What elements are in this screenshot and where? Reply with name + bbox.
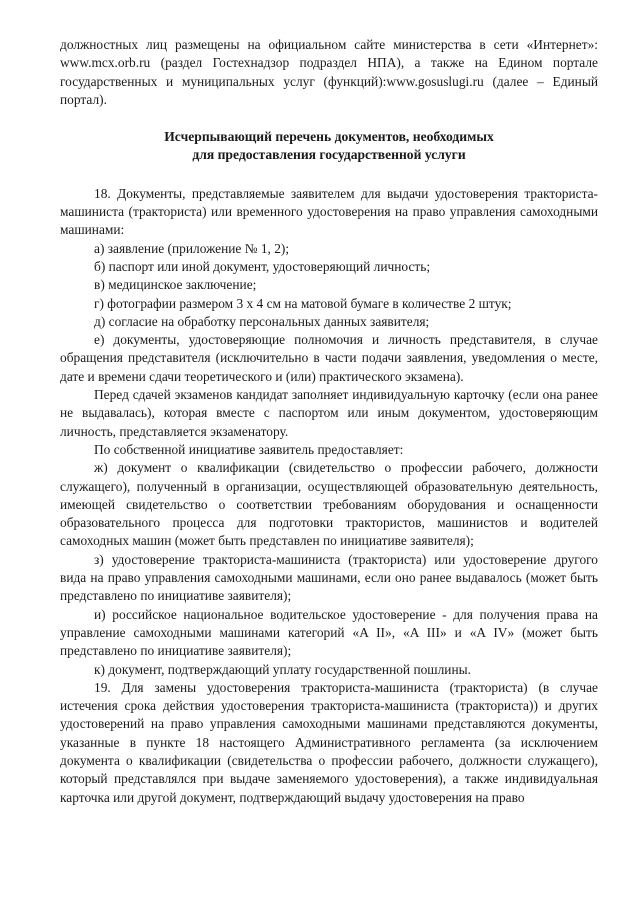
list-item-k: к) документ, подтверждающий уплату государственной пошлины. — [94, 661, 471, 677]
document-page — [60, 36, 598, 807]
list-item-v: в) медицинское заключение; — [94, 277, 257, 293]
list-item-i: и) российское национальное водительское удостоверение - для получения права на управление самоходными машинами категорий «A II», «A III» и «A IV» (может быть представлено по инициативе заявителя); — [60, 606, 598, 659]
list-item-z: з) удостоверение тракториста-машиниста (тракториста) или удостоверение другого вида на право управления самоходными машинами, если оно ранее выдавалось (может быть представлено по инициативе заявителя); — [60, 551, 598, 604]
paragraph-own-initiative: По собственной инициативе заявитель предоставляет: — [94, 441, 404, 457]
paragraph-18: 18. Документы, представляемые заявителем для выдачи удостоверения тракториста-машиниста (тракториста) или временного удостоверения на право управления самоходными машинами: — [60, 185, 598, 238]
list-item-b: б) паспорт или иной документ, удостоверяющий личность; — [94, 258, 431, 274]
list-item-g: г) фотографии размером 3 х 4 см на матовой бумаге в количестве 2 штук; — [94, 295, 512, 311]
list-item-zh: ж) документ о квалификации (свидетельство о профессии рабочего, должности служащего), полученный в организации, осуществляющей образовательную деятельность, имеющей свидетельство о соответствии требованиям оборудования и оснащенности образовательного процесса для подготовки трактористов, машинистов и водителей самоходных машин (может быть представлен по инициативе заявителя); — [60, 460, 598, 549]
intro-paragraph: должностных лиц размещены на официальном сайте министерства в сети «Интернет»: www.mcx.orb.ru (раздел Гостехнадзор подраздел НПА), а также на Едином портале государственных и муниципальных услуг (функций):www.gosuslugi.ru (далее – Единый портал). — [60, 37, 598, 107]
section-heading-line-2: для предоставления государственной услуги — [192, 147, 466, 163]
paragraph-exam-card: Перед сдачей экзаменов кандидат заполняет индивидуальную карточку (если она ранее не выдавалась), которая вместе с паспортом или иным документом, удостоверяющим личность, представляется экзаменатору. — [60, 387, 598, 439]
section-heading-line-1: Исчерпывающий перечень документов, необходимых — [164, 129, 494, 145]
section-heading — [60, 128, 598, 165]
list-item-d: д) согласие на обработку персональных данных заявителя; — [94, 313, 430, 329]
list-item-e: е) документы, удостоверяющие полномочия и личность представителя, в случае обращения представителя (исключительно в части подачи заявления, уведомления о месте, дате и времени сдачи теоретического и (или) практического экзамена). — [60, 332, 598, 384]
list-item-a: а) заявление (приложение № 1, 2); — [94, 240, 290, 256]
paragraph-19: 19. Для замены удостоверения тракториста-машиниста (тракториста) (в случае истечения срока действия удостоверения тракториста-машиниста (тракториста)) и других удостоверений на право управления самоходными машинами представляются документы, указанные в пункте 18 настоящего Административного регламента (за исключением документа о квалификации (свидетельства о профессии рабочего, должности служащего), который представлялся при выдаче заменяемого удостоверения), а также индивидуальная карточка или другой документ, подтверждающий выдачу удостоверения на право — [60, 679, 598, 805]
